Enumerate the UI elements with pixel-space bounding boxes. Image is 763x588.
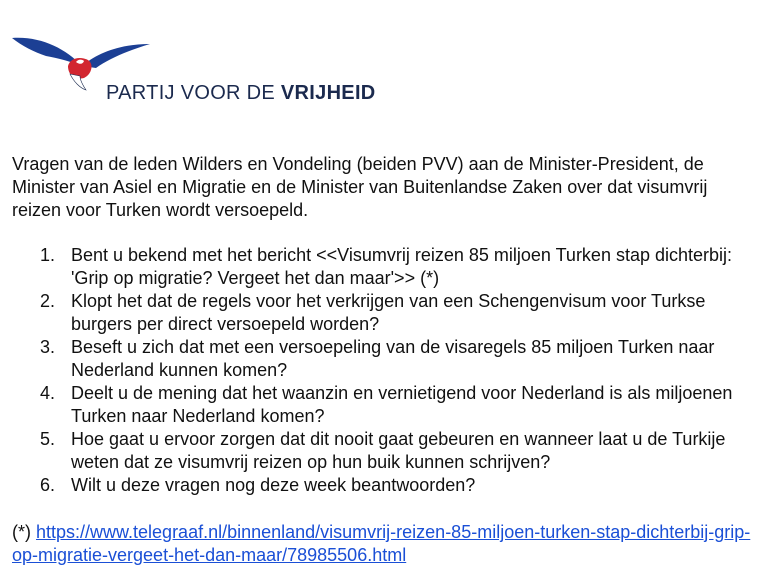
question-text: Klopt het dat de regels voor het verkrijgen van een Schengenvisum voor Turkse burgers per direct versoepeld worden? [71, 291, 706, 334]
question-text: Hoe gaat u ervoor zorgen dat dit nooit gaat gebeuren en wanneer laat u de Turkije weten dat ze visumvrij reizen op hun buik kunnen schrijven? [71, 429, 726, 472]
questions-list [12, 244, 757, 497]
question-number: 4. [40, 383, 56, 403]
question-number: 6. [40, 475, 56, 495]
question-number: 3. [40, 337, 56, 357]
question-item [12, 474, 757, 497]
question-item [12, 244, 757, 290]
source-link[interactable]: https://www.telegraaf.nl/binnenland/visumvrij-reizen-85-miljoen-turken-stap-dichterbij-grip-op-migratie-vergeet-het-dan-maar/78985506.html [12, 522, 751, 565]
question-item [12, 336, 757, 382]
question-text: Deelt u de mening dat het waanzin en vernietigend voor Nederland is als miljoenen Turken naar Nederland komen? [71, 383, 733, 426]
party-name [106, 82, 376, 105]
question-text: Wilt u deze vragen nog deze week beantwoorden? [71, 475, 476, 495]
party-name-light: PARTIJ VOOR DE [106, 82, 281, 104]
intro-paragraph: Vragen van de leden Wilders en Vondeling (beiden PVV) aan de Minister-President, de Minister van Asiel en Migratie en de Minister van Buitenlandse Zaken over dat visumvrij reizen voor Turken wordt versoepeld. [12, 154, 708, 220]
question-item [12, 290, 757, 336]
question-text: Bent u bekend met het bericht <<Visumvrij reizen 85 miljoen Turken stap dichterbij: 'Grip op migratie? Vergeet het dan maar'>> (*) [71, 245, 733, 288]
question-item [12, 428, 757, 474]
question-number: 1. [40, 245, 56, 265]
question-number: 5. [40, 429, 56, 449]
party-logo [10, 26, 376, 110]
footnote [12, 521, 757, 567]
party-name-bold: VRIJHEID [280, 82, 376, 104]
question-item [12, 382, 757, 428]
footnote-marker: (*) [12, 522, 36, 542]
question-text: Beseft u zich dat met een versoepeling van de visaregels 85 miljoen Turken naar Nederland kunnen komen? [71, 337, 715, 380]
question-number: 2. [40, 291, 56, 311]
